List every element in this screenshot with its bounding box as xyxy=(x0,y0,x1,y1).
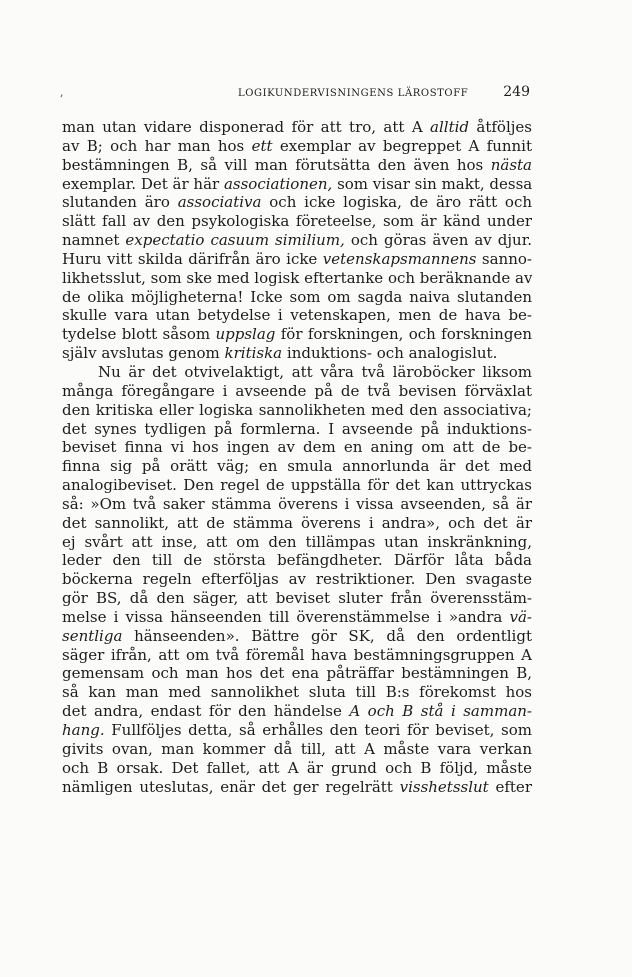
text-segment: gör BS, då den säger, att beviset sluter från överensstäm- xyxy=(62,589,532,608)
page-header xyxy=(60,84,530,104)
text-segment: likhetsslut, som ske med logisk eftertanke och beräknande av xyxy=(62,268,532,287)
text-segment: leder den till de största befängdheter. Därför låta båda xyxy=(62,551,532,570)
text-line xyxy=(62,495,532,514)
text-line xyxy=(62,759,532,778)
text-segment: skulle vara utan betydelse i vetenskapen, men de hava be- xyxy=(62,306,532,325)
italic-text: sentliga xyxy=(62,626,123,645)
text-segment: efter xyxy=(488,777,532,796)
text-line xyxy=(62,193,532,212)
text-segment: och icke logiska, de äro rätt och xyxy=(261,193,532,212)
italic-text: associativa xyxy=(177,193,262,212)
italic-text: associationen, xyxy=(223,174,333,193)
text-line xyxy=(62,288,532,307)
text-segment: det synes tydligen på formlerna. I avseende på induktions- xyxy=(62,419,532,438)
text-segment: induktions- och analogislut. xyxy=(282,344,498,363)
text-segment: det sannolikt, att de stämma överens i andra», och det är xyxy=(62,513,532,532)
text-line xyxy=(62,250,532,269)
text-line xyxy=(62,457,532,476)
page-number: 249 xyxy=(503,84,530,100)
running-title: LOGIKUNDERVISNINGENS LÄROSTOFF xyxy=(238,88,469,99)
text-segment: gemensam och man hos det ena påträffar bestämningen B, xyxy=(62,664,532,683)
text-line xyxy=(62,551,532,570)
text-line xyxy=(62,118,532,137)
italic-text: ett xyxy=(251,136,273,155)
text-segment: ej svårt att inse, att om den tillämpas utan inskränkning, xyxy=(62,532,532,551)
text-line xyxy=(62,382,532,401)
italic-text: alltid xyxy=(430,118,470,136)
italic-text: hang. xyxy=(62,721,105,739)
text-segment: hänseenden». Bättre gör SK, då den ordentligt xyxy=(122,626,532,645)
text-segment: analogibeviset. Den regel de uppställa för det kan uttryckas xyxy=(62,476,532,495)
text-line xyxy=(62,533,532,552)
text-line xyxy=(62,401,532,420)
text-segment: melse i vissa hänseenden till överenstämmelse i »andra xyxy=(62,607,510,626)
text-segment: givits ovan, man kommer då till, att A måste vara verkan xyxy=(62,739,532,758)
text-segment: Nu är det otvivelaktigt, att våra två läroböcker liksom xyxy=(98,362,532,381)
text-line xyxy=(62,269,532,288)
italic-text: nästa xyxy=(490,155,532,174)
text-line xyxy=(62,212,532,231)
text-segment: de olika möjligheterna! Icke som om sagda naiva slutanden xyxy=(62,287,532,306)
text-line xyxy=(62,476,532,495)
text-segment: nämligen uteslutas, enär det ger regelrätt xyxy=(62,777,400,796)
text-line xyxy=(62,721,532,740)
text-segment: Fullföljes detta, så erhålles den teori för beviset, som xyxy=(104,721,532,739)
text-line xyxy=(62,306,532,325)
text-segment: exemplar. Det är här xyxy=(62,174,224,193)
text-segment: finna sig på orätt väg; en smula annorlunda är det med xyxy=(62,457,532,476)
text-segment: slätt fall av den psykologiska företeelse, som är känd under xyxy=(62,212,532,231)
text-line xyxy=(62,664,532,683)
text-line xyxy=(62,570,532,589)
text-line xyxy=(62,514,532,533)
text-line xyxy=(62,325,532,344)
text-segment: åtföljes xyxy=(469,118,532,136)
text-line xyxy=(62,646,532,665)
text-line xyxy=(62,363,532,382)
text-line xyxy=(62,702,532,721)
text-line xyxy=(62,438,532,457)
text-segment: namnet xyxy=(62,231,126,250)
text-segment: och göras även av djur. xyxy=(344,231,532,250)
text-segment: den kritiska eller logiska sannolikheten med den associativa; xyxy=(62,400,532,419)
italic-text: visshetsslut xyxy=(399,777,489,796)
italic-text: kritiska xyxy=(224,344,283,363)
text-line xyxy=(62,778,532,797)
text-line xyxy=(62,344,532,363)
text-line xyxy=(62,589,532,608)
text-segment: säger ifrån, att om två föremål hava bestämningsgruppen A xyxy=(62,645,532,664)
text-line xyxy=(62,137,532,156)
italic-text: expectatio casuum similium, xyxy=(125,231,345,250)
text-line xyxy=(62,420,532,439)
text-segment: exemplar av begreppet A funnit xyxy=(272,136,532,155)
text-line xyxy=(62,175,532,194)
text-segment: så: »Om två saker stämma överens i vissa avseenden, så är xyxy=(62,494,532,513)
text-segment: för forskningen, och forskningen xyxy=(275,325,532,344)
text-line xyxy=(62,683,532,702)
text-segment: sanno- xyxy=(476,249,532,268)
text-segment: böckerna regeln efterföljas av restriktioner. Den svagaste xyxy=(62,570,532,589)
italic-text: uppslag xyxy=(215,325,276,344)
italic-text: vä- xyxy=(509,607,532,626)
text-line xyxy=(62,740,532,759)
text-segment: många föregångare i avseende på de två bevisen förväxlat xyxy=(62,381,532,400)
text-segment: man utan vidare disponerad för att tro, att A xyxy=(62,118,431,136)
text-segment: Huru vitt skilda därifrån äro icke xyxy=(62,249,323,268)
text-line xyxy=(62,156,532,175)
text-line xyxy=(62,231,532,250)
text-segment: så kan man med sannolikhet sluta till B:s förekomst hos xyxy=(62,683,532,702)
stray-mark: , xyxy=(60,86,64,99)
italic-text: vetenskapsmannens xyxy=(322,249,477,268)
text-segment: slutanden äro xyxy=(62,193,178,212)
text-segment: som visar sin makt, dessa xyxy=(332,174,532,193)
text-segment: det andra, endast för den händelse xyxy=(62,702,350,721)
text-line xyxy=(62,627,532,646)
text-segment: själv avslutas genom xyxy=(62,344,225,363)
text-segment: och B orsak. Det fallet, att A är grund och B följd, måste xyxy=(62,758,532,777)
body-text xyxy=(62,118,532,796)
text-segment: tydelse blott såsom xyxy=(62,325,216,344)
text-line xyxy=(62,608,532,627)
text-segment: bestämningen B, så vill man förutsätta den även hos xyxy=(62,155,491,174)
text-segment: beviset finna vi hos ingen av dem en aning om att de be- xyxy=(62,438,532,457)
italic-text: A och B stå i samman- xyxy=(349,702,532,721)
text-segment: av B; och har man hos xyxy=(62,136,252,155)
